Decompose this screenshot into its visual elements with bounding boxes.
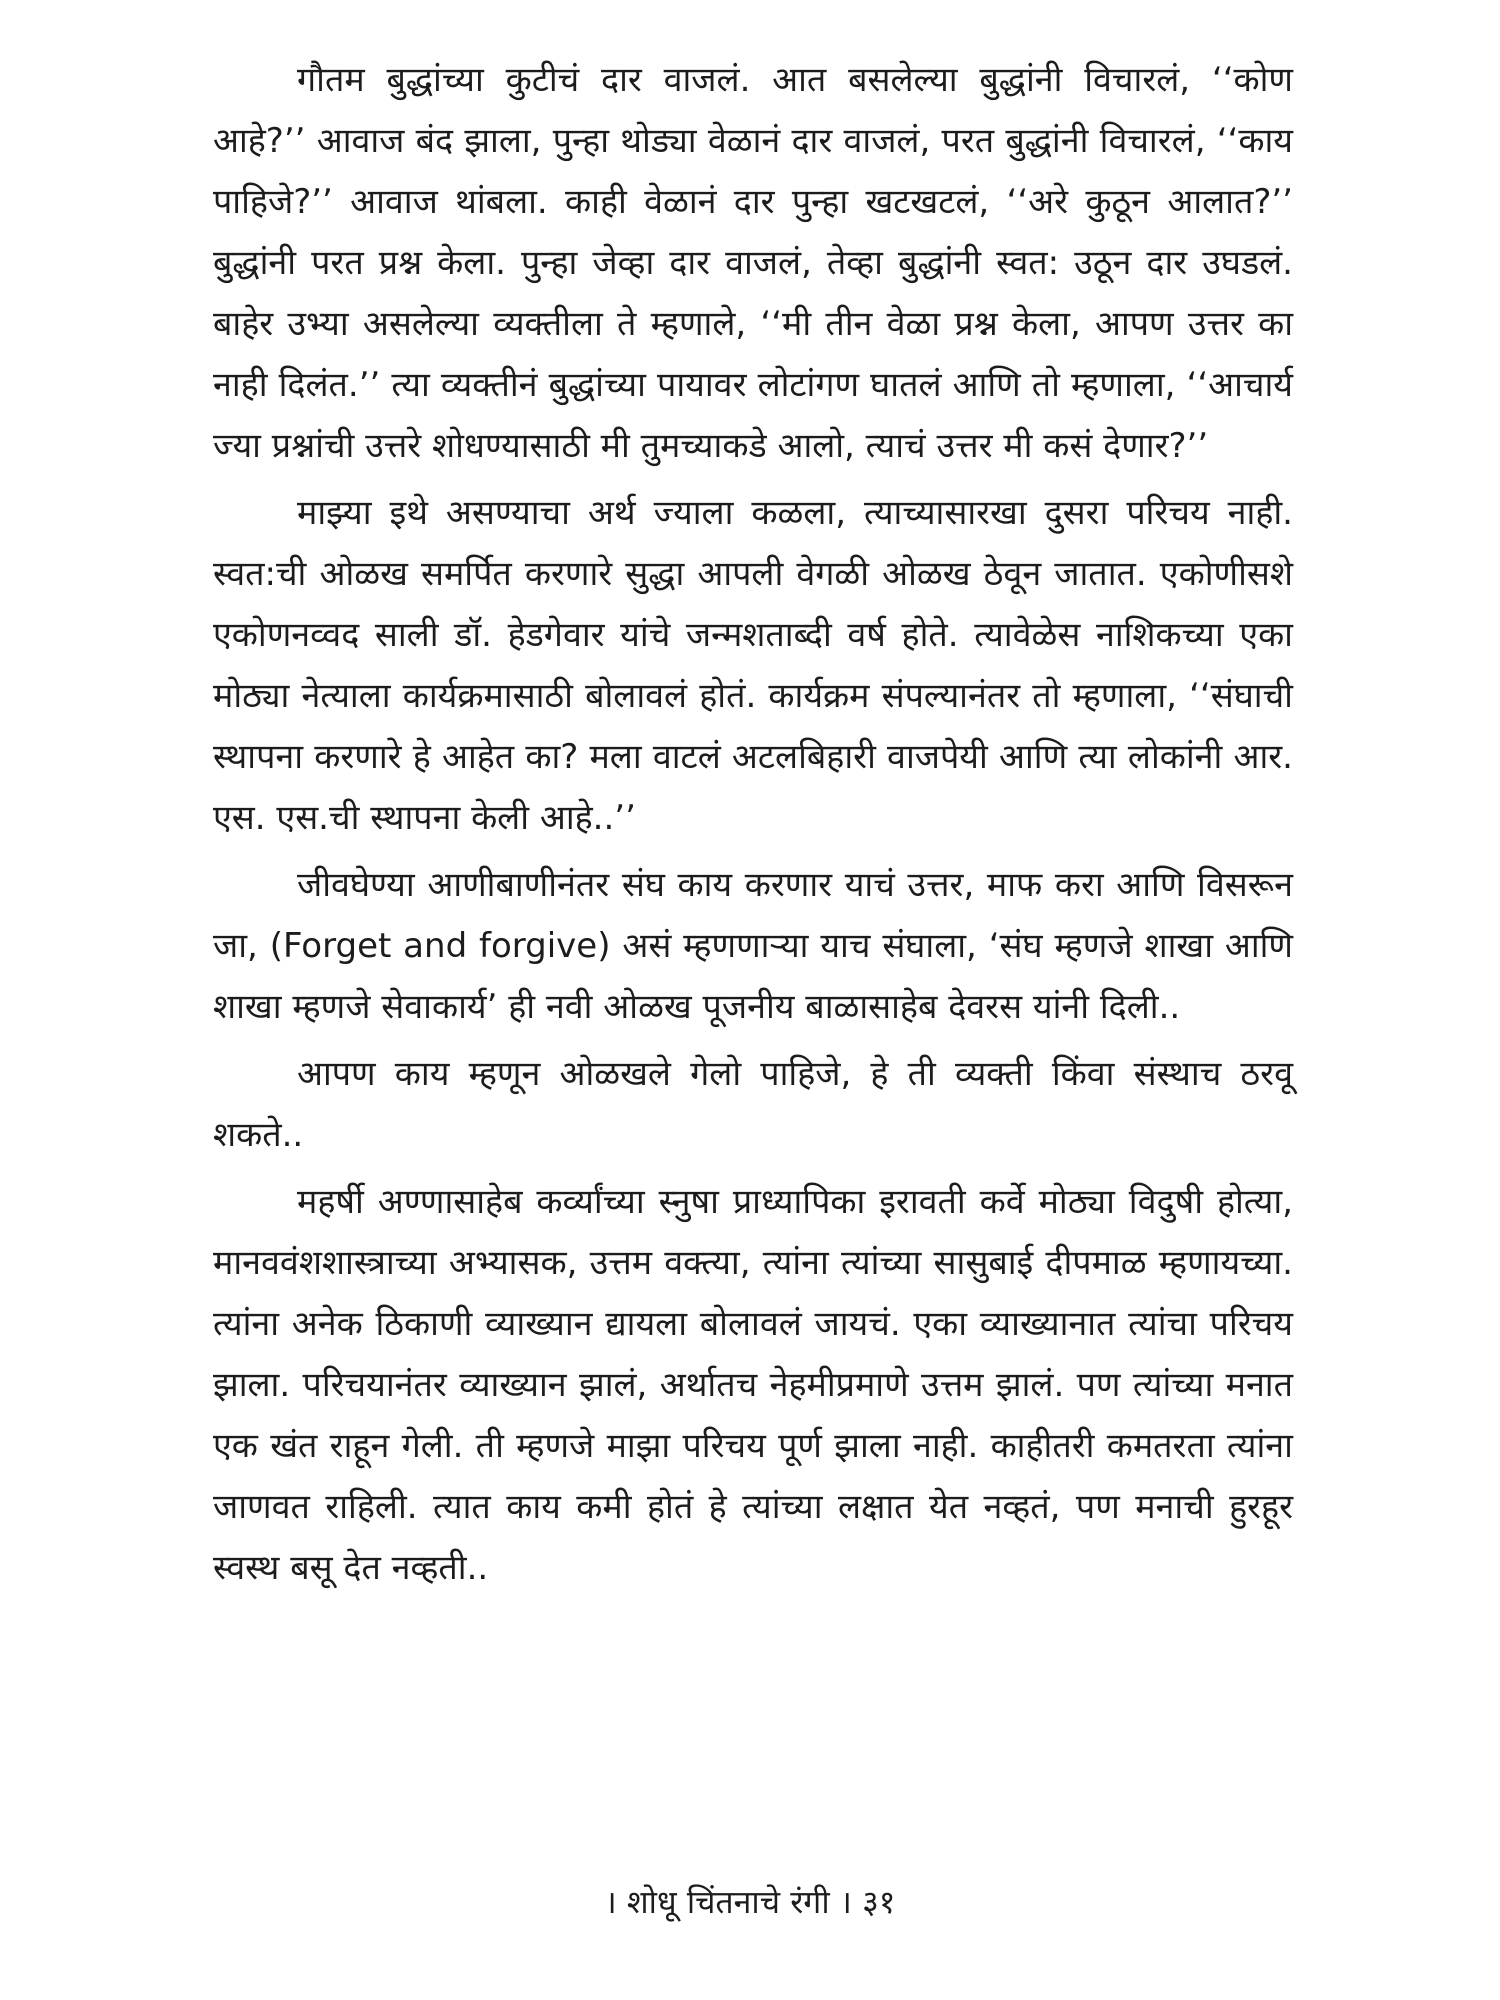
paragraph-identity: माझ्या इथे असण्याचा अर्थ ज्याला कळला, त्याच्यासारखा दुसरा परिचय नाही. स्वत:ची ओळख समर्पित करणारे सुद्धा आपली वेगळी ओळख ठेवून जातात. एकोणीसशे एकोणनव्वद साली डॉ. हेडगेवार यांचे जन्मशताब्दी वर्ष होते. त्यावेळेस नाशिकच्या एका मोठ्या नेत्याला कार्यक्रमासाठी बोलावलं होतं. कार्यक्रम संपल्यानंतर तो म्हणाला, ‘‘संघाची स्थापना करणारे हे आहेत का? मला वाटलं अटलबिहारी वाजपेयी आणि त्या लोकांनी आर. एस. एस.ची स्थापना केली आहे..’’ — [213, 493, 1293, 838]
paragraph-recognition: आपण काय म्हणून ओळखले गेलो पाहिजे, हे ती व्यक्ती किंवा संस्थाच ठरवू शकते.. — [213, 1054, 1293, 1155]
paragraph-iravati-karve: महर्षी अण्णासाहेब कर्व्यांच्या स्नुषा प्राध्यापिका इरावती कर्वे मोठ्या विदुषी होत्या, मानववंशशास्त्राच्या अभ्यासक, उत्तम वक्त्या, त्यांना त्यांच्या सासुबाई दीपमाळ म्हणायच्या. त्यांना अनेक ठिकाणी व्याख्यान द्यायला बोलावलं जायचं. एका व्याख्यानात त्यांचा परिचय झाला. परिचयानंतर व्याख्यान झालं, अर्थातच नेहमीप्रमाणे उत्तम झालं. पण त्यांच्या मनात एक खंत राहून गेली. ती म्हणजे माझा परिचय पूर्ण झाला नाही. काहीतरी कमतरता त्यांना जाणवत राहिली. त्यात काय कमी होतं हे त्यांच्या लक्षात येत नव्हतं, पण मनाची हुरहूर स्वस्थ बसू देत नव्हती.. — [213, 1182, 1293, 1588]
page-footer: । शोधू चिंतनाचे रंगी । ३१ — [604, 1883, 896, 1921]
paragraph-sangh: जीवघेण्या आणीबाणीनंतर संघ काय करणार याचं उत्तर, माफ करा आणि विसरून जा, (Forget and forgive) असं म्हणणाऱ्या याच संघाला, ‘संघ म्हणजे शाखा आणि शाखा म्हणजे सेवाकार्य’ ही नवी ओळख पूजनीय बाळासाहेब देवरस यांनी दिली.. — [213, 865, 1293, 1027]
body-text — [213, 50, 1293, 1605]
paragraph-buddha-story: गौतम बुद्धांच्या कुटीचं दार वाजलं. आत बसलेल्या बुद्धांनी विचारलं, ‘‘कोण आहे?’’ आवाज बंद झाला, पुन्हा थोड्या वेळानं दार वाजलं, परत बुद्धांनी विचारलं, ‘‘काय पाहिजे?’’ आवाज थांबला. काही वेळानं दार पुन्हा खटखटलं, ‘‘अरे कुठून आलात?’’ बुद्धांनी परत प्रश्न केला. पुन्हा जेव्हा दार वाजलं, तेव्हा बुद्धांनी स्वत: उठून दार उघडलं. बाहेर उभ्या असलेल्या व्यक्तीला ते म्हणाले, ‘‘मी तीन वेळा प्रश्न केला, आपण उत्तर का नाही दिलंत.’’ त्या व्यक्तीनं बुद्धांच्या पायावर लोटांगण घातलं आणि तो म्हणाला, ‘‘आचार्य ज्या प्रश्नांची उत्तरे शोधण्यासाठी मी तुमच्याकडे आलो, त्याचं उत्तर मी कसं देणार?’’ — [213, 60, 1293, 466]
